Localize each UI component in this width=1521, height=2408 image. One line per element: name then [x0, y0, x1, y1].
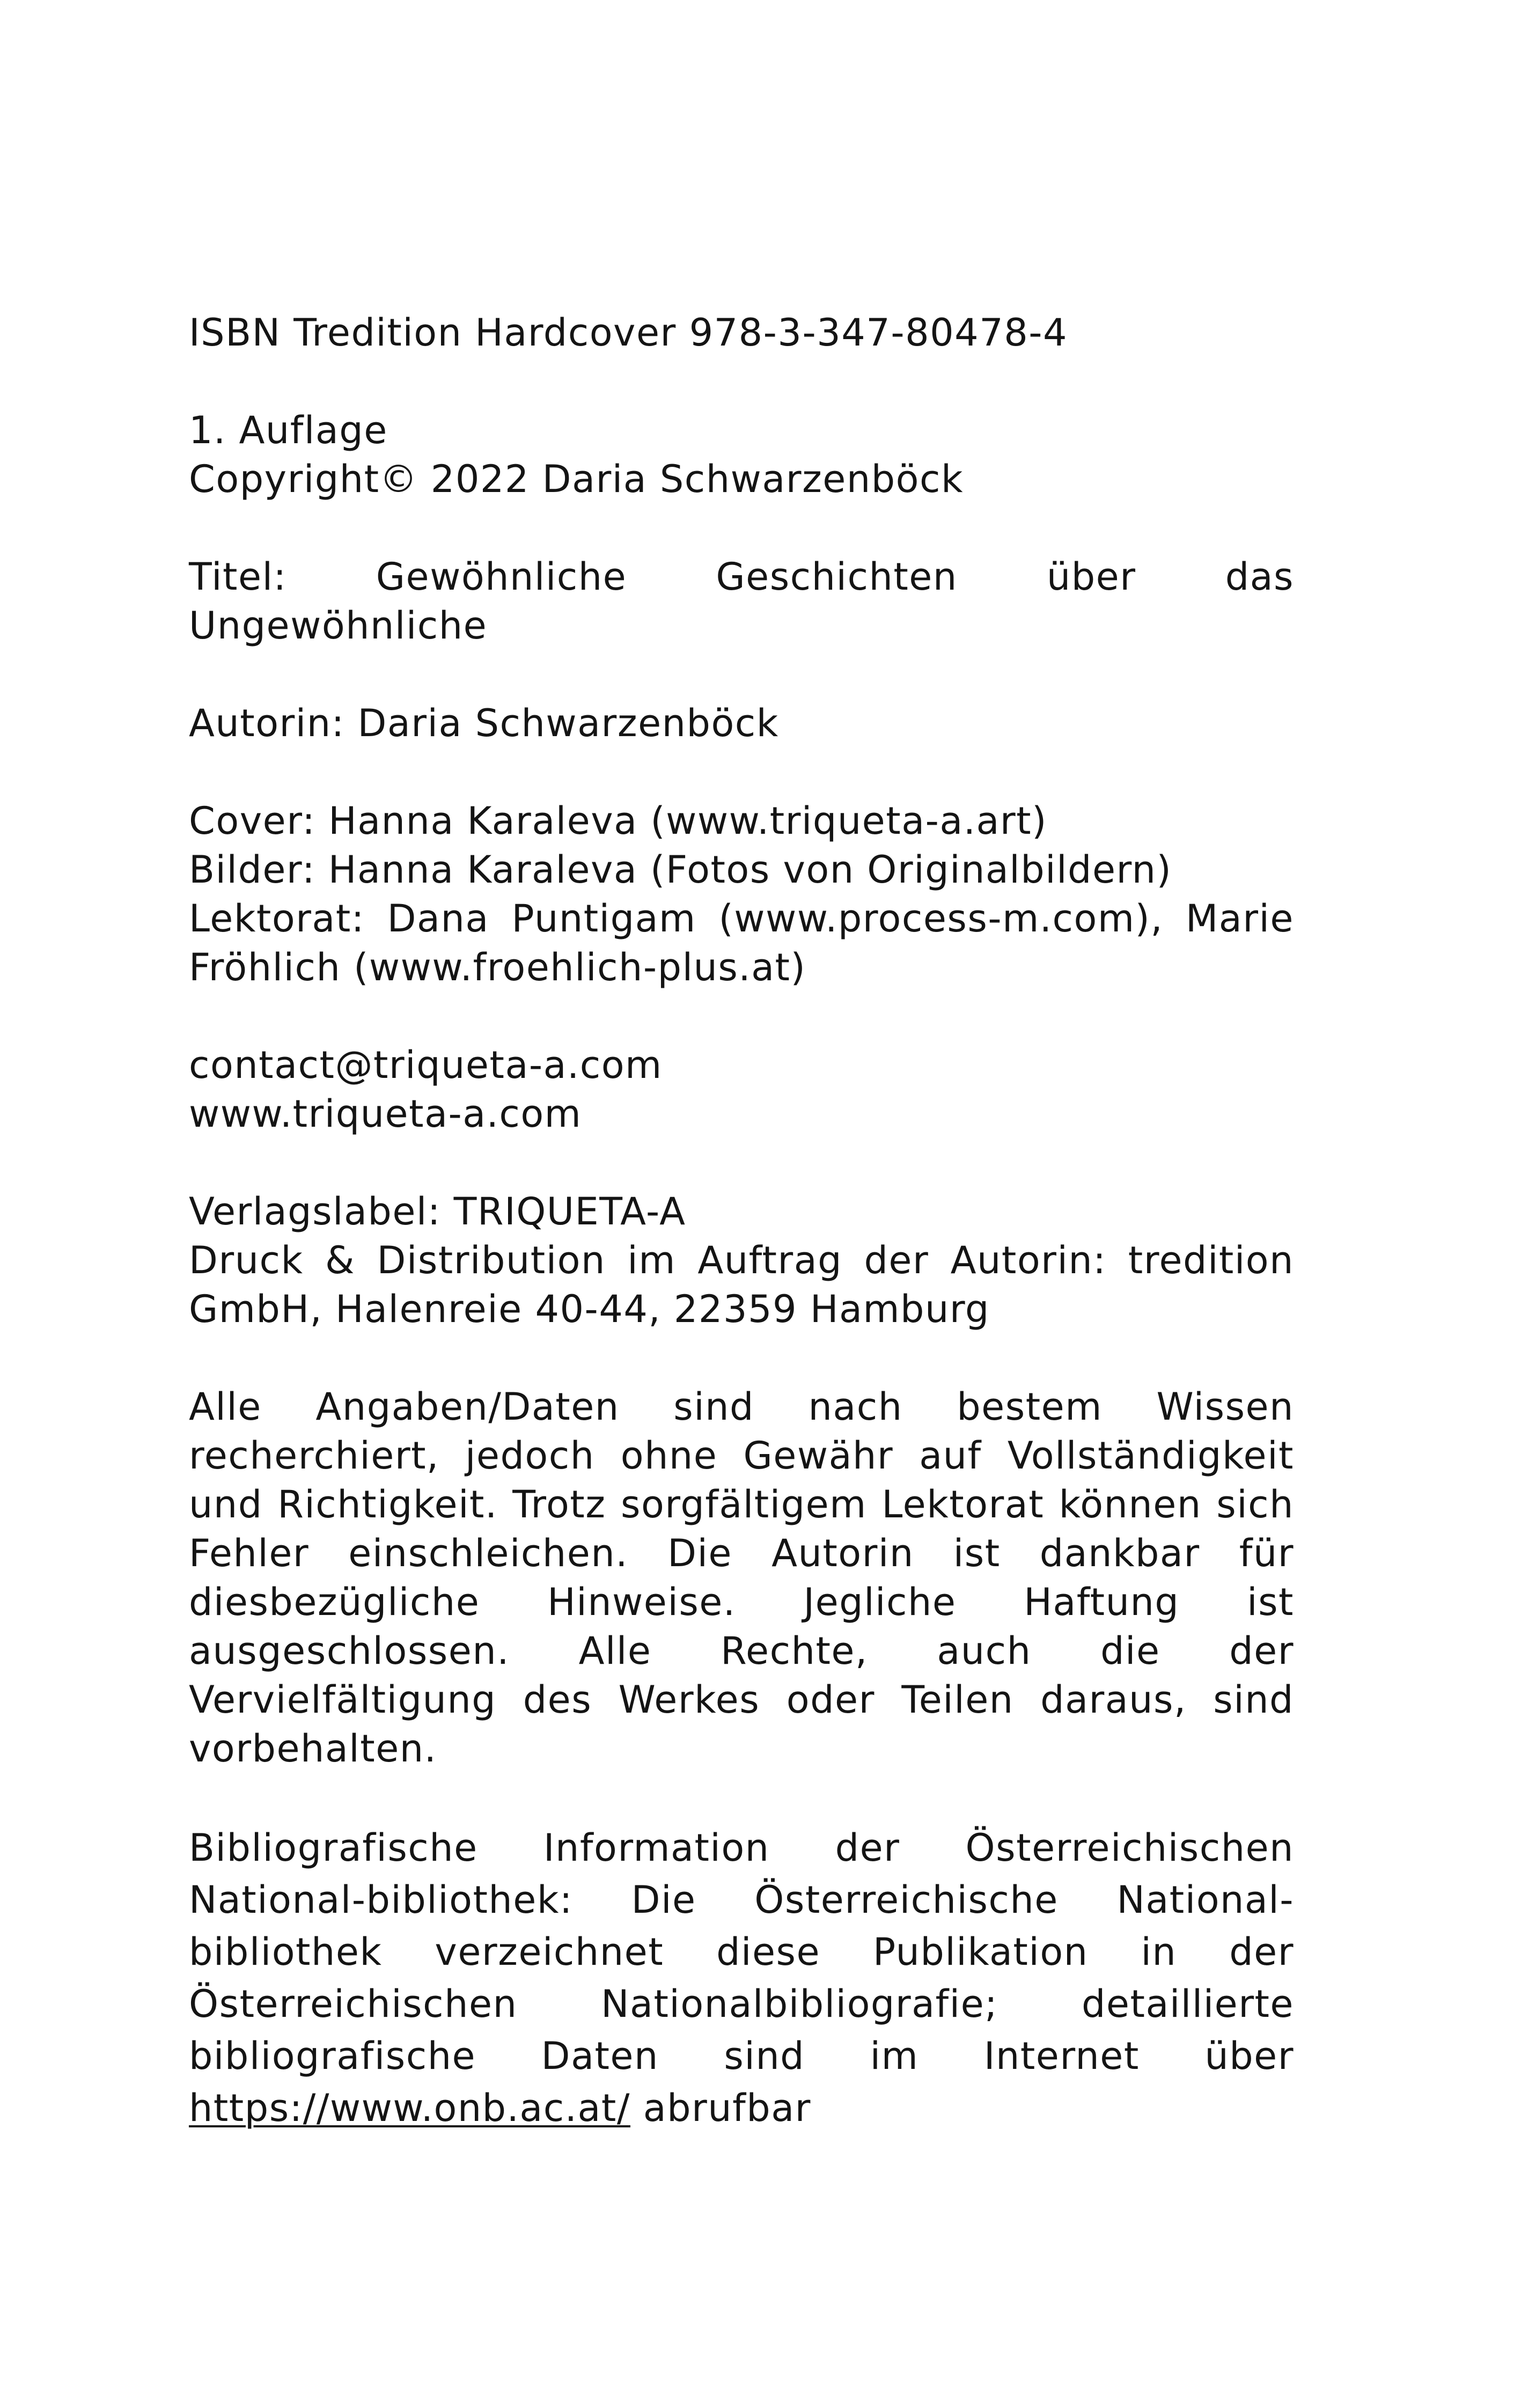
contact-block	[189, 1041, 1294, 1139]
label-text: Verlagslabel: TRIQUETA-A	[189, 1190, 686, 1234]
title-block	[189, 553, 1294, 650]
disclaimer-text: Alle Angaben/Daten sind nach bestem Wissen recherchiert, jedoch ohne Gewähr auf Vollständigkeit und Richtigkeit. Trotz sorgfältigem Lektorat können sich Fehler einschleichen. Die Autorin ist dankbar für diesbezügliche Hinweise. Jegliche Haftung ist ausgeschlossen. Alle Rechte, auch die der Vervielfältigung des Werkes oder Teilen daraus, sind vorbehalten.	[189, 1385, 1294, 1771]
contact-email: contact@triqueta-a.com	[189, 1043, 663, 1087]
edition-text: 1. Auflage	[189, 408, 388, 452]
credits-block	[189, 797, 1294, 992]
disclaimer-block	[189, 1383, 1294, 1773]
author-text: Autorin: Daria Schwarzenböck	[189, 701, 779, 745]
website-text: www.triqueta-a.com	[189, 1092, 582, 1136]
biblio-suffix: abrufbar	[630, 2086, 811, 2130]
biblio-text: Bibliografische Information der Österreichischen National-bibliothek: Die Österreichische National-bibliothek verzeichnet diese Publikation in der Österreichischen Nationalbibliografie; detaillierte bibliografische Daten sind im Internet über	[189, 1826, 1294, 2078]
isbn-line	[189, 309, 1294, 357]
print-text: Druck & Distribution im Auftrag der Autorin: tredition GmbH, Halenreie 40-44, 22359 Hamburg	[189, 1238, 1294, 1331]
edition-block	[189, 406, 1294, 504]
author-block	[189, 699, 1294, 748]
copyright-text: Copyright© 2022 Daria Schwarzenböck	[189, 457, 964, 501]
onb-link[interactable]: https://www.onb.ac.at/	[189, 2086, 630, 2130]
images-credit: Bilder: Hanna Karaleva (Fotos von Originalbildern)	[189, 848, 1172, 892]
publisher-block	[189, 1187, 1294, 1334]
title-text: Titel: Gewöhnliche Geschichten über das Ungewöhnliche	[189, 555, 1294, 648]
editing-credit: Lektorat: Dana Puntigam (www.process-m.com), Marie Fröhlich (www.froehlich-plus.at)	[189, 897, 1294, 989]
isbn-text: ISBN Tredition Hardcover 978-3-347-80478-4	[189, 311, 1068, 355]
biblio-block	[189, 1822, 1294, 2134]
cover-credit: Cover: Hanna Karaleva (www.triqueta-a.art)	[189, 799, 1047, 843]
imprint-content	[189, 309, 1294, 2183]
